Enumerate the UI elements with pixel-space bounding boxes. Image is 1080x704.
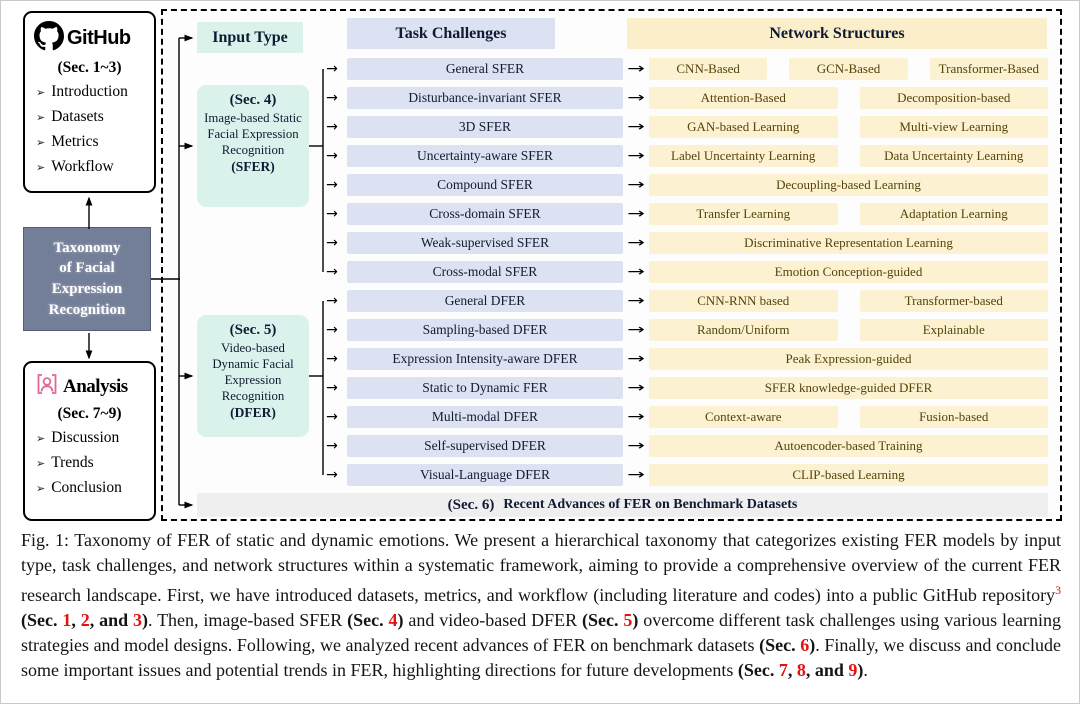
network-structure-group — [649, 58, 1048, 80]
task-challenge-label: Visual-Language DFER — [347, 464, 623, 486]
section-ref-link[interactable]: 8 — [796, 660, 806, 680]
section-ref-link[interactable]: 6 — [800, 635, 810, 655]
branch-arrow-icon: → — [326, 322, 338, 338]
caption-text: Fig. 1: Taxonomy of FER of static and dynamic emotions. We present a hierarchical taxonomy that categorizes existing FER models by input type, task challenges, and network structures within a systematic framework, aiming to provide a comprehensive overview of the current FER research landscape. First, we have introduced datasets, metrics, and workflow (including literature and codes) into a public GitHub repository — [21, 530, 1061, 605]
caption-text: ) — [397, 610, 404, 630]
caption-text: (Sec. — [759, 635, 801, 655]
taxonomy-row — [317, 319, 1048, 341]
flow-arrow-icon: → — [627, 206, 645, 222]
section-ref-link[interactable]: 1 — [62, 610, 72, 630]
branch-arrow-icon: → — [326, 264, 338, 280]
arrow-bullet-icon: ➢ — [36, 482, 46, 495]
branch-arrow-icon: → — [326, 293, 338, 309]
network-structure-group — [649, 174, 1048, 196]
figure-caption — [21, 528, 1061, 683]
list-item-label: Datasets — [51, 108, 104, 125]
caption-text: ) — [142, 610, 149, 630]
caption-text: (Sec. — [581, 610, 624, 630]
network-structure-group — [649, 464, 1048, 486]
caption-text: , — [71, 610, 81, 630]
network-structure-label: CNN-Based — [649, 58, 767, 80]
header-input-type: Input Type — [197, 22, 303, 53]
caption-text: ) — [857, 660, 864, 680]
branch-arrow-icon: → — [326, 90, 338, 106]
branch-arrow-icon: → — [326, 206, 338, 222]
caption-text: , — [787, 660, 797, 680]
list-item-label: Discussion — [51, 429, 120, 446]
section-ref-link[interactable]: 4 — [388, 610, 398, 630]
flow-arrow-icon: → — [627, 61, 645, 77]
section-5-title: (Sec. 5) — [229, 322, 277, 338]
list-item-label: Metrics — [51, 133, 99, 150]
analysis-box — [23, 361, 156, 521]
github-sections: (Sec. 1~3) — [57, 59, 122, 76]
flow-arrow-icon: → — [627, 177, 645, 193]
taxonomy-root-box — [23, 227, 151, 331]
list-item — [36, 479, 145, 497]
section-4-desc: Image-based Static Facial Expression Recognition — [204, 111, 302, 158]
network-structure-group — [649, 203, 1048, 225]
section-5-box — [197, 315, 309, 437]
list-item-label: Workflow — [51, 158, 114, 175]
task-challenge-label: Static to Dynamic FER — [347, 377, 623, 399]
branch-arrow-icon: → — [326, 119, 338, 135]
flow-arrow-icon: → — [627, 90, 645, 106]
section-5-abbr: (DFER) — [230, 405, 276, 421]
flow-arrow-icon: → — [627, 409, 645, 425]
network-structure-label: Peak Expression-guided — [649, 348, 1048, 370]
person-in-brackets-icon — [34, 371, 60, 402]
network-structure-label: GCN-Based — [789, 58, 907, 80]
network-structure-group — [649, 377, 1048, 399]
list-item — [36, 83, 145, 101]
arrow-bullet-icon: ➢ — [36, 136, 46, 149]
caption-text: (Sec. — [347, 610, 389, 630]
flow-arrow-icon: → — [627, 235, 645, 251]
flow-arrow-icon: → — [627, 351, 645, 367]
task-challenge-label: Multi-modal DFER — [347, 406, 623, 428]
branch-arrow-icon: → — [326, 61, 338, 77]
network-structure-label: SFER knowledge-guided DFER — [649, 377, 1048, 399]
network-structure-label: Discriminative Representation Learning — [649, 232, 1048, 254]
flow-arrow-icon: → — [627, 467, 645, 483]
network-structure-label: Attention-Based — [649, 87, 838, 109]
caption-text: (Sec. — [21, 610, 63, 630]
branch-arrow-icon: → — [326, 409, 338, 425]
arrow-bullet-icon: ➢ — [36, 457, 46, 470]
network-structure-label: Transfer Learning — [649, 203, 838, 225]
network-structure-group — [649, 145, 1048, 167]
network-structure-label: Data Uncertainty Learning — [860, 145, 1049, 167]
section-ref-link[interactable]: 9 — [848, 660, 858, 680]
network-structure-label: CNN-RNN based — [649, 290, 838, 312]
section-4-title: (Sec. 4) — [229, 92, 277, 108]
section-4-abbr: (SFER) — [231, 159, 275, 175]
taxonomy-row — [317, 58, 1048, 80]
list-item-label: Introduction — [51, 83, 128, 100]
section-6-bar — [197, 493, 1048, 517]
analysis-title: Analysis — [63, 375, 128, 397]
github-item-list — [34, 83, 145, 176]
section-ref-link[interactable]: 2 — [80, 610, 90, 630]
network-structure-label: Decoupling-based Learning — [649, 174, 1048, 196]
taxonomy-line: of Facial — [59, 260, 115, 277]
section-6-label: (Sec. 6) — [447, 496, 495, 513]
arrow-bullet-icon: ➢ — [36, 432, 46, 445]
task-challenge-label: Expression Intensity-aware DFER — [347, 348, 623, 370]
caption-text: , and — [805, 660, 849, 680]
branch-arrow-icon: → — [326, 380, 338, 396]
network-structure-label: Fusion-based — [860, 406, 1049, 428]
taxonomy-row — [317, 464, 1048, 486]
task-challenge-label: General DFER — [347, 290, 623, 312]
taxonomy-line: Recognition — [48, 301, 126, 318]
caption-text: ) — [632, 610, 639, 630]
header-task-challenges: Task Challenges — [347, 18, 555, 49]
taxonomy-row — [317, 203, 1048, 225]
network-structure-label: GAN-based Learning — [649, 116, 838, 138]
task-challenge-label: Cross-modal SFER — [347, 261, 623, 283]
branch-arrow-icon: → — [326, 438, 338, 454]
taxonomy-row — [317, 406, 1048, 428]
network-structure-group — [649, 319, 1048, 341]
network-structure-group — [649, 232, 1048, 254]
github-title: GitHub — [67, 27, 131, 49]
network-structure-label: Transformer-based — [860, 290, 1049, 312]
github-box — [23, 11, 156, 193]
network-structure-group — [649, 406, 1048, 428]
network-structure-label: Emotion Conception-guided — [649, 261, 1048, 283]
arrow-bullet-icon: ➢ — [36, 86, 46, 99]
network-structure-label: Adaptation Learning — [860, 203, 1049, 225]
github-octocat-icon — [34, 21, 64, 56]
network-structure-label: Context-aware — [649, 406, 838, 428]
analysis-sections: (Sec. 7~9) — [57, 405, 122, 422]
list-item-label: Trends — [51, 454, 94, 471]
arrow-bullet-icon: ➢ — [36, 161, 46, 174]
task-challenge-label: Compound SFER — [347, 174, 623, 196]
network-structure-group — [649, 261, 1048, 283]
caption-text: . Finally, we discuss and conclude some important issues and potential trends in FER, highlighting directions for future developments — [21, 635, 1062, 680]
section-ref-link[interactable]: 7 — [778, 660, 788, 680]
list-item — [36, 454, 145, 472]
network-structure-label: CLIP-based Learning — [649, 464, 1048, 486]
list-item — [36, 158, 145, 176]
taxonomy-row — [317, 232, 1048, 254]
network-structure-label: Explainable — [860, 319, 1049, 341]
taxonomy-row — [317, 261, 1048, 283]
caption-text: overcome different task challenges using various learning strategies and model designs. Following, we analyzed recent advances of FER on benchmark datasets — [21, 610, 1061, 655]
section-4-box — [197, 85, 309, 207]
caption-text: , and — [89, 610, 134, 630]
task-challenge-label: 3D SFER — [347, 116, 623, 138]
caption-text: and video-based DFER — [403, 610, 582, 630]
flow-arrow-icon: → — [627, 264, 645, 280]
network-structure-label: Multi-view Learning — [860, 116, 1049, 138]
network-structure-group — [649, 348, 1048, 370]
flow-arrow-icon: → — [627, 322, 645, 338]
task-challenge-label: Self-supervised DFER — [347, 435, 623, 457]
branch-arrow-icon: → — [326, 351, 338, 367]
taxonomy-row — [317, 377, 1048, 399]
taxonomy-row — [317, 116, 1048, 138]
taxonomy-row — [317, 145, 1048, 167]
task-challenge-label: Uncertainty-aware SFER — [347, 145, 623, 167]
arrow-bullet-icon: ➢ — [36, 111, 46, 124]
task-challenge-label: Sampling-based DFER — [347, 319, 623, 341]
network-structure-group — [649, 290, 1048, 312]
list-item — [36, 429, 145, 447]
network-structure-group — [649, 87, 1048, 109]
section-ref-link[interactable]: 5 — [623, 610, 633, 630]
section-ref-link[interactable]: 3 — [133, 610, 143, 630]
task-challenge-label: Weak-supervised SFER — [347, 232, 623, 254]
taxonomy-row — [317, 348, 1048, 370]
network-structure-label: Label Uncertainty Learning — [649, 145, 838, 167]
header-network-structures: Network Structures — [627, 18, 1047, 49]
analysis-item-list — [34, 429, 145, 497]
network-structure-group — [649, 435, 1048, 457]
branch-arrow-icon: → — [326, 235, 338, 251]
list-item — [36, 108, 145, 126]
taxonomy-row — [317, 87, 1048, 109]
flow-arrow-icon: → — [627, 438, 645, 454]
network-structure-label: Random/Uniform — [649, 319, 838, 341]
caption-text: . — [863, 660, 868, 680]
caption-text: (Sec. — [737, 660, 779, 680]
network-structure-label: Autoencoder-based Training — [649, 435, 1048, 457]
caption-text: . Then, image-based SFER — [148, 610, 348, 630]
caption-text: ) — [809, 635, 816, 655]
taxonomy-row — [317, 435, 1048, 457]
section-6-text: Recent Advances of FER on Benchmark Datasets — [503, 497, 798, 512]
flow-arrow-icon: → — [627, 380, 645, 396]
task-challenge-label: Cross-domain SFER — [347, 203, 623, 225]
taxonomy-line: Taxonomy — [53, 239, 121, 256]
network-structure-label: Transformer-Based — [930, 58, 1048, 80]
analysis-header — [34, 371, 145, 402]
task-challenge-label: General SFER — [347, 58, 623, 80]
network-structure-label: Decomposition-based — [860, 87, 1049, 109]
task-challenge-label: Disturbance-invariant SFER — [347, 87, 623, 109]
list-item-label: Conclusion — [51, 479, 122, 496]
taxonomy-row — [317, 174, 1048, 196]
branch-arrow-icon: → — [326, 148, 338, 164]
list-item — [36, 133, 145, 151]
network-structure-group — [649, 116, 1048, 138]
github-header — [34, 21, 145, 56]
flow-arrow-icon: → — [627, 148, 645, 164]
branch-arrow-icon: → — [326, 467, 338, 483]
flow-arrow-icon: → — [627, 119, 645, 135]
flow-arrow-icon: → — [627, 293, 645, 309]
taxonomy-line: Expression — [51, 281, 123, 297]
branch-arrow-icon: → — [326, 177, 338, 193]
section-5-desc: Video-based Dynamic Facial Expression Recognition — [212, 341, 294, 404]
taxonomy-rows — [317, 58, 1048, 493]
footnote-link[interactable]: 3 — [1055, 583, 1061, 597]
taxonomy-row — [317, 290, 1048, 312]
